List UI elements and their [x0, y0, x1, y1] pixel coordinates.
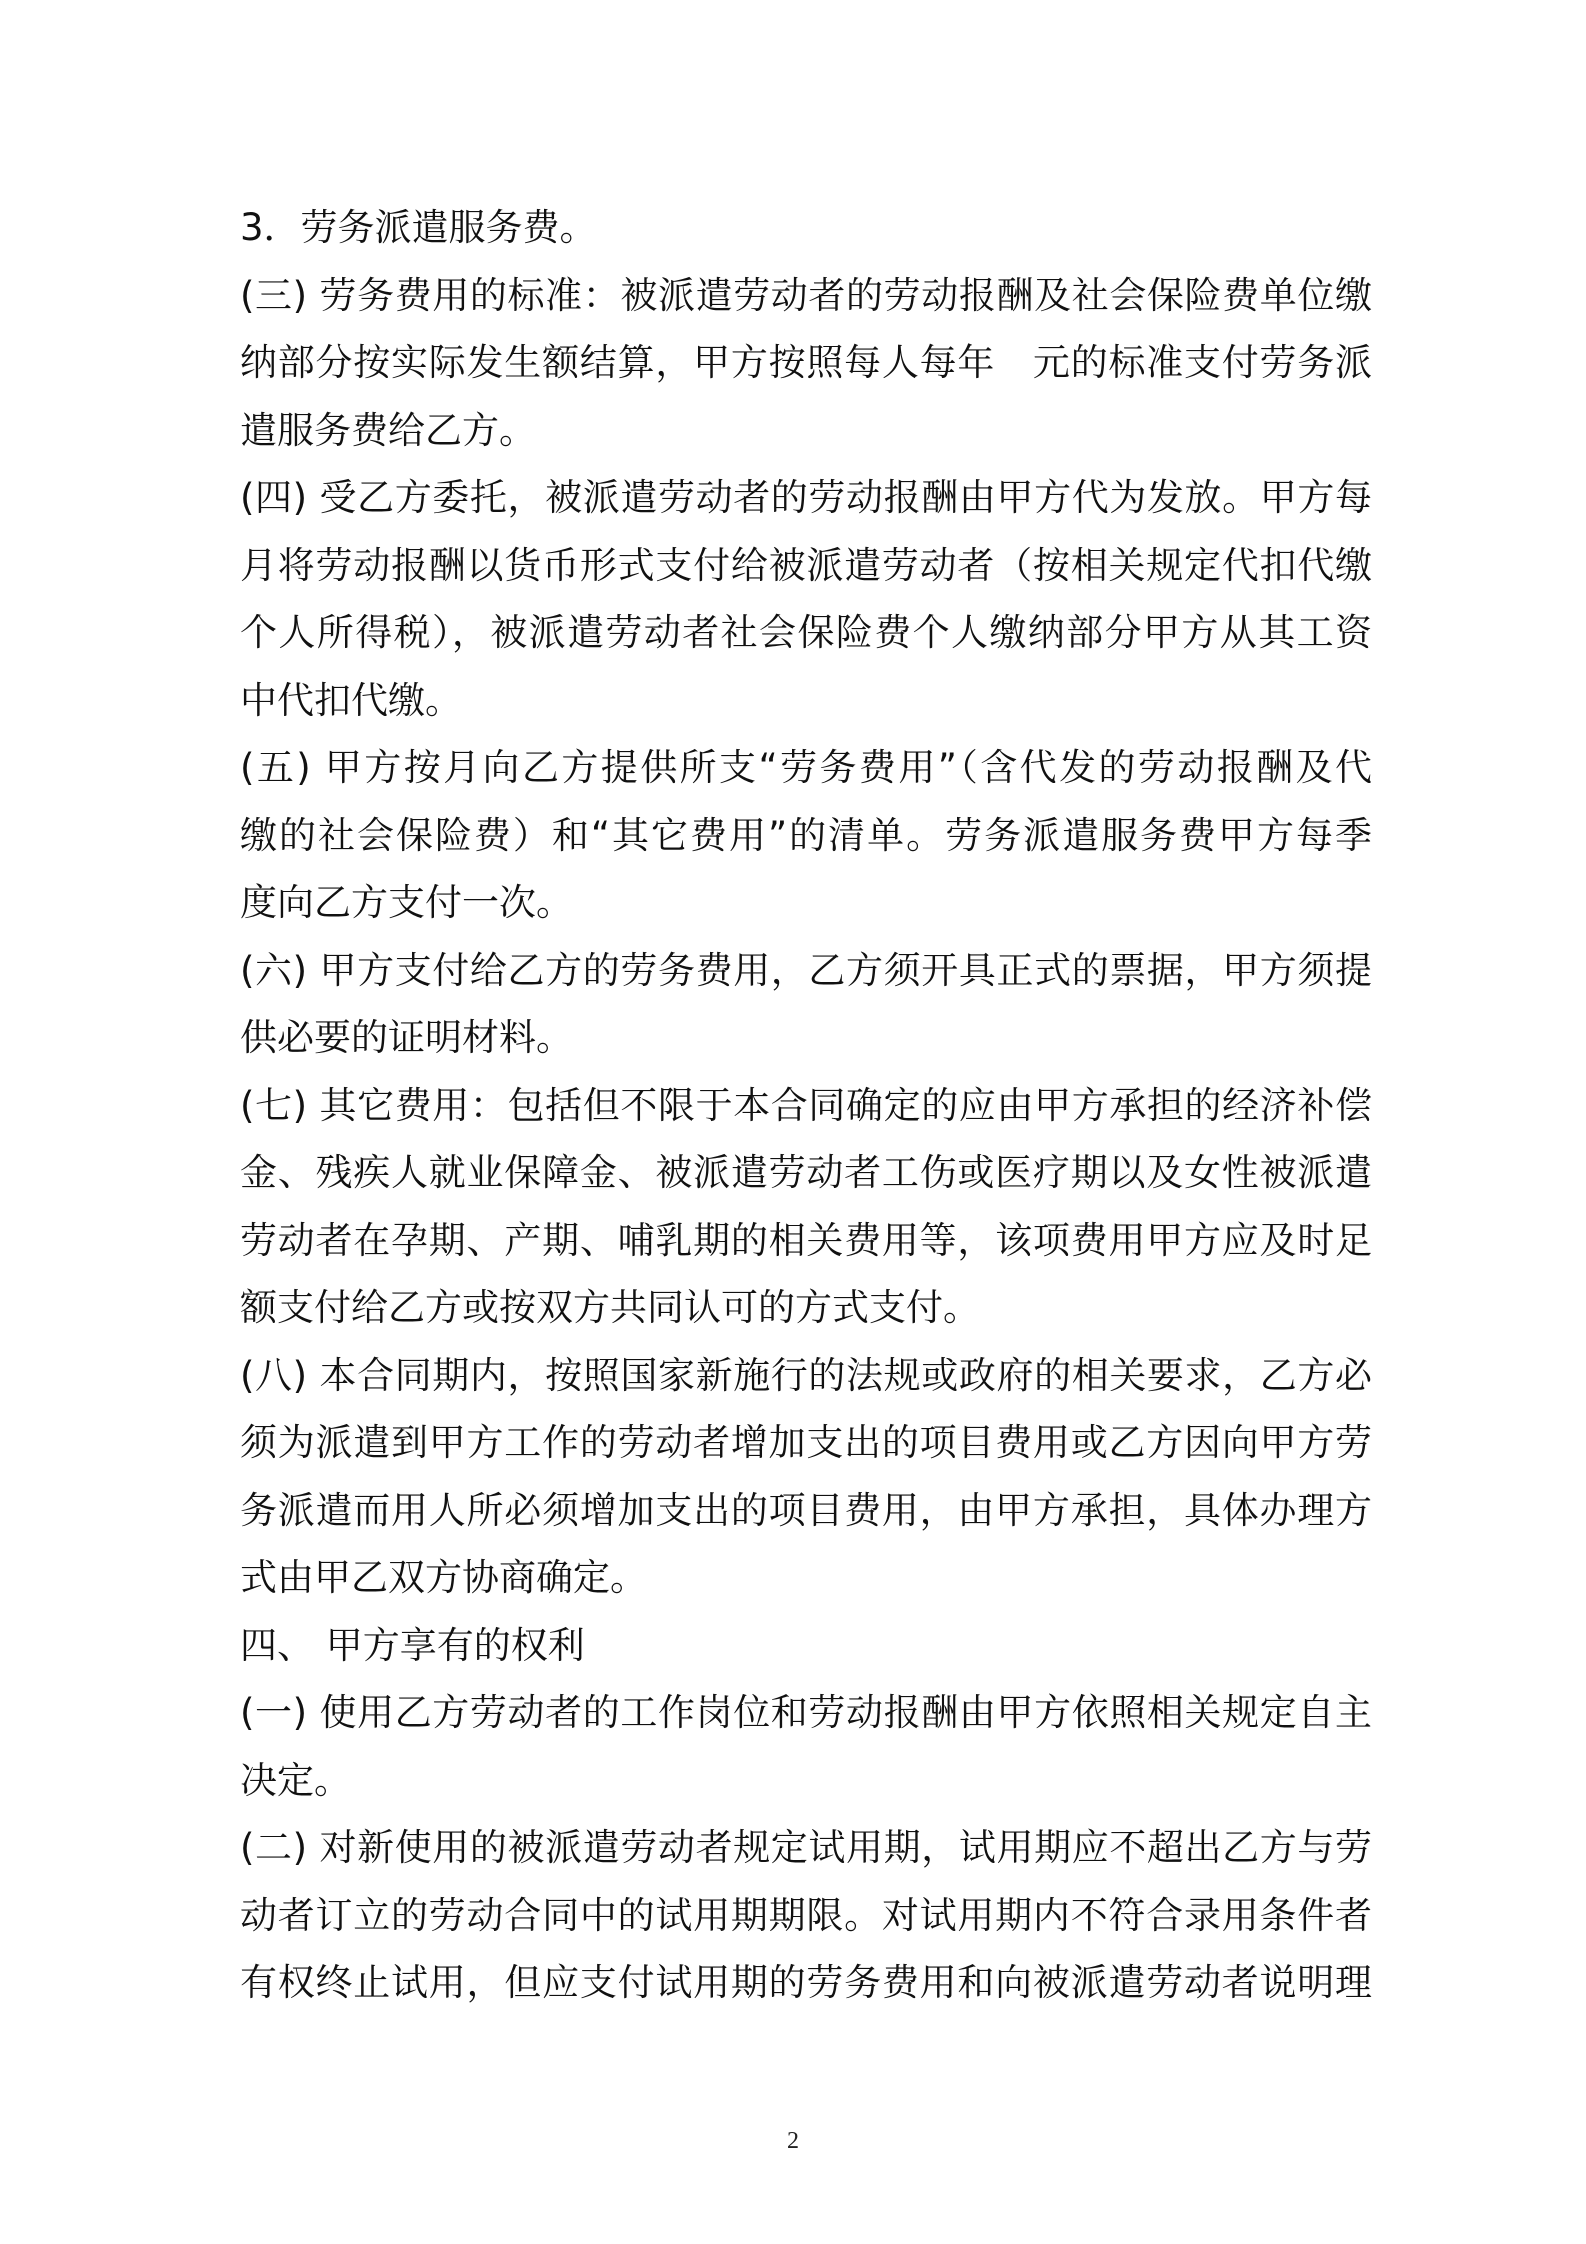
text-line: (六) 甲方支付给乙方的劳务费用，乙方须开具正式的票据，甲方须提	[240, 948, 1372, 992]
section-heading: 四、 甲方享有的权利	[240, 1623, 585, 1667]
text-line: 有权终止试用，但应支付试用期的劳务费用和向被派遣劳动者说明理	[240, 1961, 1372, 2004]
text-line: 决定。	[240, 1758, 351, 1802]
text-line: (三) 劳务费用的标准：被派遣劳动者的劳动报酬及社会保险费单位缴	[240, 273, 1372, 317]
text-line: 个人所得税），被派遣劳动者社会保险费个人缴纳部分甲方从其工资	[240, 611, 1372, 654]
document-body	[240, 194, 1372, 2017]
text-line: 金、残疾人就业保障金、被派遣劳动者工伤或医疗期以及女性被派遣	[240, 1151, 1372, 1194]
text-line: 额支付给乙方或按双方共同认可的方式支付。	[240, 1286, 980, 1329]
text-line: 务派遣而用人所必须增加支出的项目费用，由甲方承担，具体办理方	[240, 1488, 1372, 1532]
text-line: 式由甲乙双方协商确定。	[240, 1556, 647, 1599]
text-line: 劳动者在孕期、产期、哺乳期的相关费用等，该项费用甲方应及时足	[240, 1218, 1372, 1262]
text-line: 纳部分按实际发生额结算，甲方按照每人每年 元的标准支付劳务派	[240, 341, 1372, 384]
text-line: 动者订立的劳动合同中的试用期期限。对试用期内不符合录用条件者	[240, 1893, 1372, 1937]
text-line: 中代扣代缴。	[240, 678, 462, 722]
text-line: (五) 甲方按月向乙方提供所支“劳务费用”（含代发的劳动报酬及代	[240, 746, 1372, 789]
text-line: 度向乙方支付一次。	[240, 881, 573, 924]
page-number: 2	[787, 2128, 799, 2154]
text-line: 3．劳务派遣服务费。	[240, 206, 597, 249]
text-line: (八) 本合同期内，按照国家新施行的法规或政府的相关要求，乙方必	[240, 1353, 1372, 1397]
text-line: 遣服务费给乙方。	[240, 408, 536, 452]
text-line: (二) 对新使用的被派遣劳动者规定试用期，试用期应不超出乙方与劳	[240, 1826, 1372, 1869]
text-line: 供必要的证明材料。	[240, 1016, 573, 1059]
text-line: 须为派遣到甲方工作的劳动者增加支出的项目费用或乙方因向甲方劳	[240, 1421, 1372, 1464]
text-line: (四) 受乙方委托，被派遣劳动者的劳动报酬由甲方代为发放。甲方每	[240, 476, 1372, 519]
text-line: (七) 其它费用：包括但不限于本合同确定的应由甲方承担的经济补偿	[240, 1083, 1372, 1127]
text-line: 缴的社会保险费）和“其它费用”的清单。劳务派遣服务费甲方每季	[240, 813, 1372, 857]
text-line: 月将劳动报酬以货币形式支付给被派遣劳动者（按相关规定代扣代缴	[240, 543, 1372, 587]
text-line: (一) 使用乙方劳动者的工作岗位和劳动报酬由甲方依照相关规定自主	[240, 1691, 1372, 1734]
